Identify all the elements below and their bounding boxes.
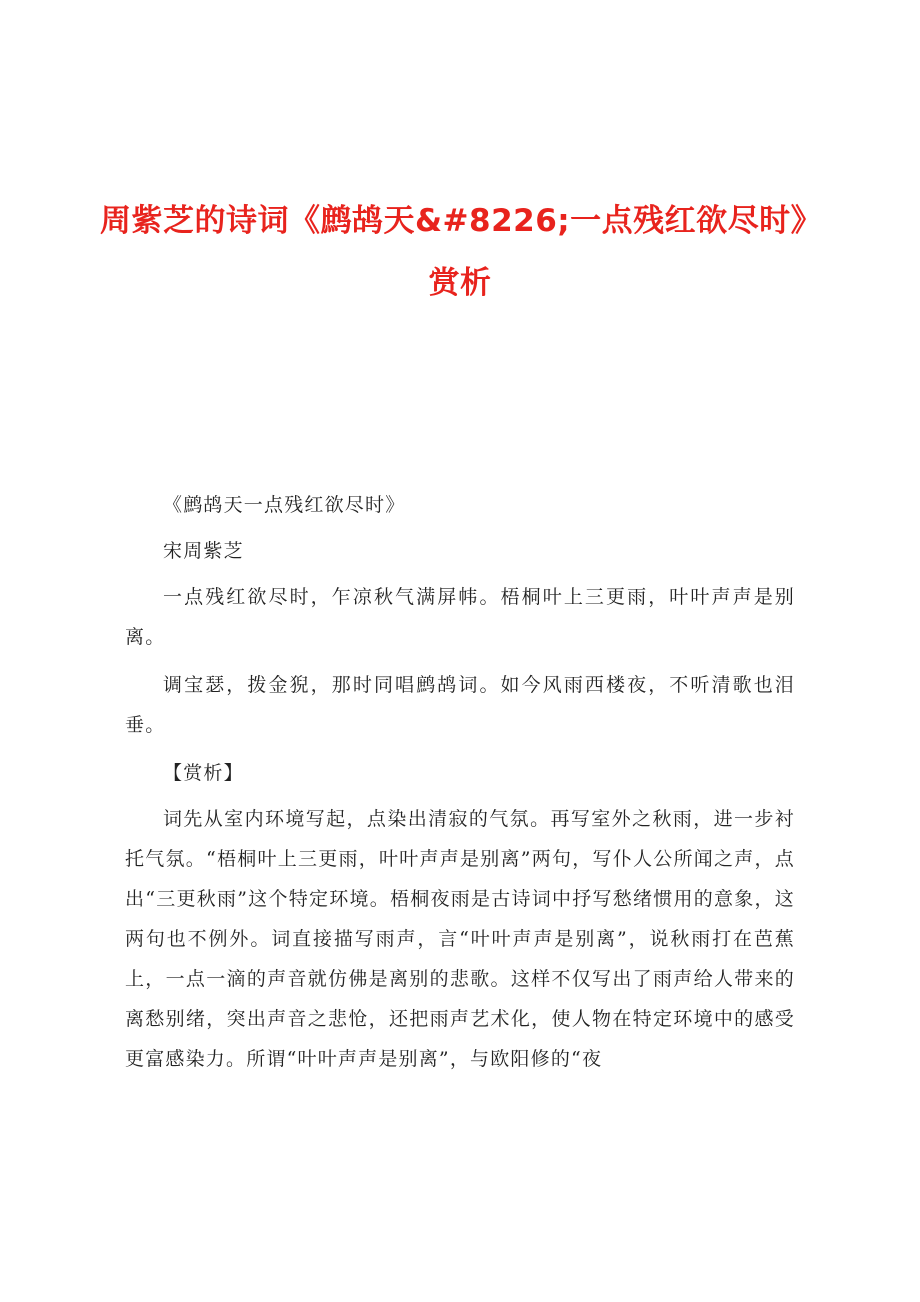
title-line-2: 赏析 <box>428 265 492 301</box>
poem-title: 《鹧鸪天一点残红欲尽时》 <box>163 494 406 516</box>
poem-author: 宋周紫芝 <box>163 540 244 562</box>
poem-stanza-1: 一点残红欲尽时，乍凉秋气满屏帏。梧桐叶上三更雨，叶叶声声是别离。 <box>125 586 795 648</box>
analysis-heading: 【赏析】 <box>163 762 244 784</box>
document-title <box>100 190 823 314</box>
document-body <box>125 485 795 1087</box>
title-line-1: 周紫芝的诗词《鹧鸪天&#8226;一点残红欲尽时》 <box>100 203 823 239</box>
poem-stanza-2: 调宝瑟，拨金猊，那时同唱鹧鸪词。如今风雨西楼夜，不听清歌也泪垂。 <box>125 674 795 736</box>
analysis-paragraph: 词先从室内环境写起，点染出清寂的气氛。再写室外之秋雨，进一步衬托气氛。“梧桐叶上三更雨，叶叶声声是别离”两句，写仆人公所闻之声，点出“三更秋雨”这个特定环境。梧桐夜雨是古诗词中抒写愁绪惯用的意象，这两句也不例外。词直接描写雨声，言“叶叶声声是别离”，说秋雨打在芭蕉上，一点一滴的声音就仿佛是离别的悲歌。这样不仅写出了雨声给人带来的离愁别绪，突出声音之悲怆，还把雨声艺术化，使人物在特定环境中的感受更富感染力。所谓“叶叶声声是别离”，与欧阳修的“夜 <box>125 808 795 1070</box>
